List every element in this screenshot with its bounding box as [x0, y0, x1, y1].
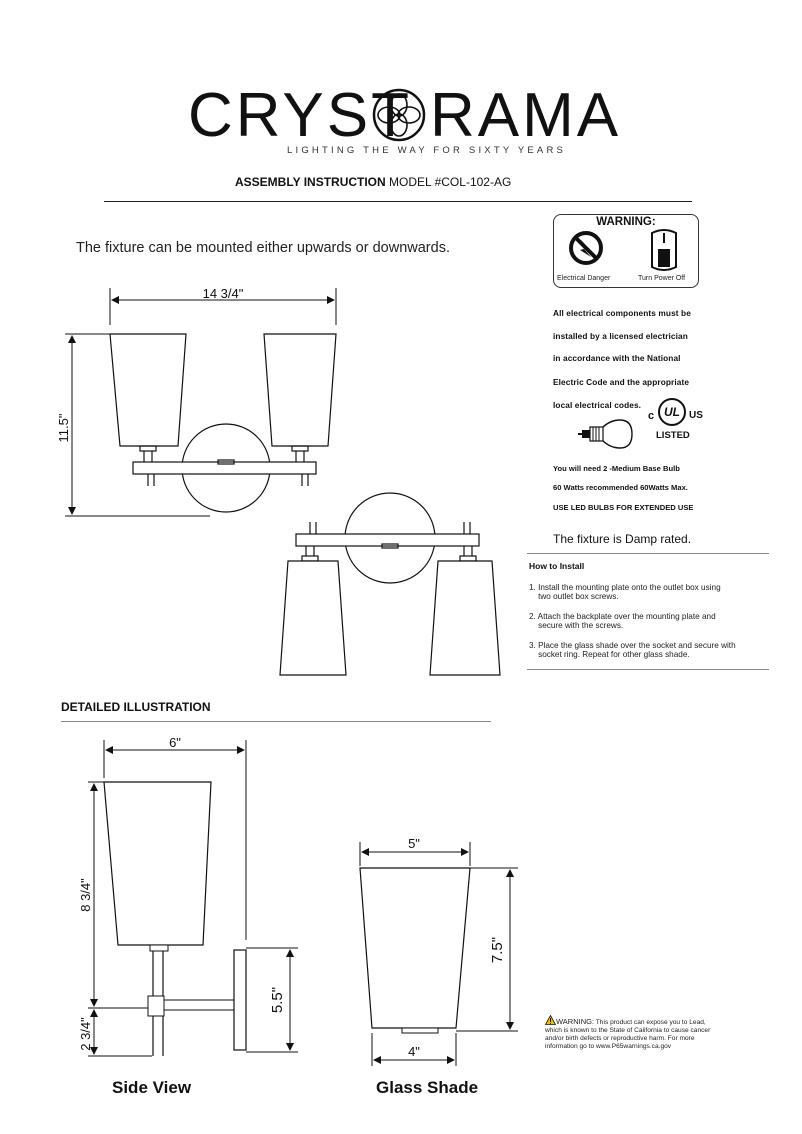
install-step-1: 1. Install the mounting plate onto the outlet box using two outlet box screws. [529, 583, 721, 601]
electrical-danger-label: Electrical Danger [557, 275, 611, 282]
width-dimension [110, 286, 336, 325]
install-step-3: 3. Place the glass shade over the socket and secure with socket ring. Repeat for other glass shade. [529, 641, 736, 659]
light-bulb-icon [576, 418, 634, 450]
glass-shade-diagram [350, 830, 530, 1075]
damp-divider [527, 553, 769, 554]
header-divider [104, 201, 692, 202]
side-view-diagram [60, 730, 320, 1075]
electrical-line-2: installed by a licensed electrician [553, 331, 688, 341]
detail-heading: DETAILED ILLUSTRATION [61, 700, 211, 714]
side-lower-label: 2 3/4" [78, 1017, 93, 1051]
title-model: MODEL #COL-102-AG [389, 175, 512, 189]
fixture-diagram [40, 280, 520, 690]
height-label: 11.5" [56, 413, 71, 443]
shade-width-label: 5" [408, 836, 420, 851]
warning-box [553, 214, 699, 288]
bulb-line-1: You will need 2 -Medium Base Bulb [553, 464, 680, 473]
bulb-line-2: 60 Watts recommended 60Watts Max. [553, 483, 688, 492]
shade-height-label: 7.5" [489, 936, 506, 964]
damp-rated-text: The fixture is Damp rated. [553, 532, 692, 546]
brand-logo [188, 81, 622, 150]
bulb-line-3: USE LED BULBS FOR EXTENDED USE [553, 503, 694, 512]
brand-name-right: RAMA [430, 81, 622, 150]
intro-text: The fixture can be mounted either upwards or downwards. [76, 240, 450, 256]
prop65-first-line: This product can expose you to Lead, [595, 1019, 706, 1026]
electrical-line-3: in accordance with the National [553, 353, 681, 363]
ul-listed-label: LISTED [656, 430, 690, 441]
power-off-icon [646, 227, 682, 273]
warning-triangle-icon [545, 1015, 556, 1025]
install-step-2: 2. Attach the backplate over the mounting plate and secure with the screws. [529, 612, 716, 630]
brand-tagline: LIGHTING THE WAY FOR SIXTY YEARS [287, 145, 567, 156]
warning-title: WARNING: [596, 216, 656, 228]
brand-name-left: CRYST [188, 81, 413, 150]
electrical-line-5: local electrical codes. [553, 400, 642, 410]
fixture-up [110, 334, 336, 512]
ul-circle [658, 398, 686, 426]
side-width-label: 6" [169, 735, 181, 750]
prop65-line-2: and/or birth defects or reproductive harm. For more [545, 1035, 695, 1042]
width-label: 14 3/4" [202, 286, 244, 301]
backplate-height-label: 5.5" [269, 986, 286, 1014]
side-height-label: 8 3/4" [78, 878, 93, 912]
prop65-label: WARNING: [556, 1017, 595, 1026]
page-title [235, 175, 511, 189]
electrical-danger-icon [568, 230, 604, 266]
howto-divider [527, 669, 769, 670]
how-to-heading: How to Install [529, 561, 585, 571]
ul-c-label: c [648, 410, 655, 422]
shade-bottom-label: 4" [408, 1044, 420, 1059]
turn-power-off-label: Turn Power Off [638, 275, 686, 282]
logo-flower-icon [371, 87, 427, 143]
detail-divider [61, 721, 491, 722]
prop65-line-3: information go to www.P65warnings.ca.gov [545, 1043, 672, 1050]
fixture-down [280, 493, 500, 675]
ul-listed-mark [648, 396, 708, 444]
electrical-line-1: All electrical components must be [553, 308, 691, 318]
ul-mark-text: UL [664, 405, 680, 419]
side-view-caption: Side View [112, 1078, 192, 1097]
ul-us-label: US [689, 410, 703, 421]
prop65-warning [545, 1015, 745, 1051]
title-bold: ASSEMBLY INSTRUCTION [235, 175, 386, 189]
electrical-line-4: Electric Code and the appropriate [553, 377, 690, 387]
glass-shade-caption: Glass Shade [376, 1078, 479, 1097]
prop65-line-1: which is known to the State of California to cause cancer [545, 1027, 711, 1034]
